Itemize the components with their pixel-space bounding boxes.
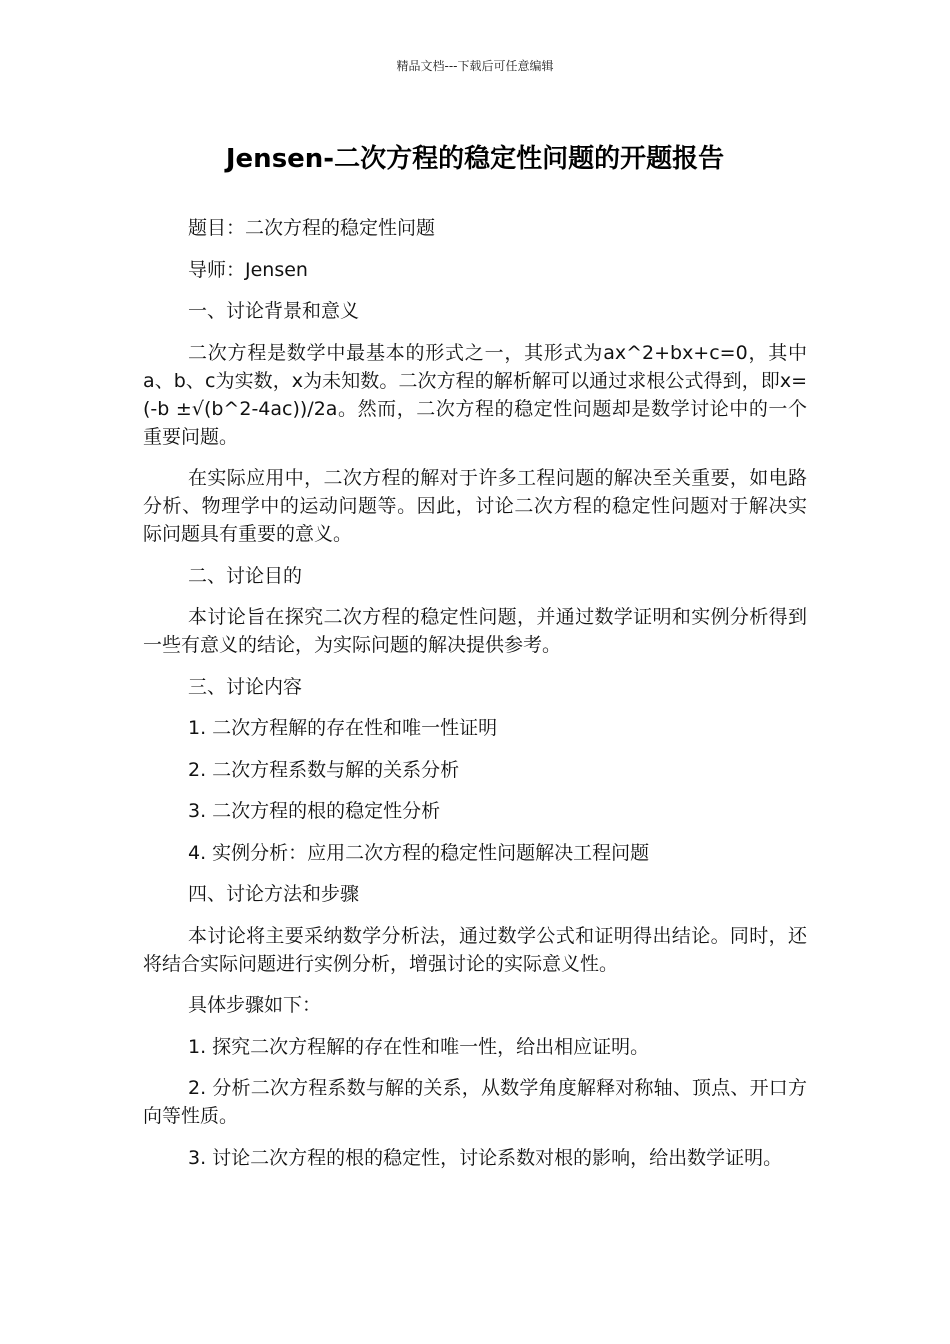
- paragraph-topic: 题目：二次方程的稳定性问题: [188, 217, 436, 239]
- list-item-content-1: 1. 二次方程解的存在性和唯一性证明: [188, 717, 498, 739]
- paragraph-purpose: 本讨论旨在探究二次方程的稳定性问题，并通过数学证明和实例分析得到一些有意义的结论，为实际问题的解决提供参考。: [143, 606, 807, 656]
- list-item-content-3: 3. 二次方程的根的稳定性分析: [188, 800, 441, 822]
- document-body: [143, 214, 807, 1185]
- list-item-step-3: 3. 讨论二次方程的根的稳定性，讨论系数对根的影响，给出数学证明。: [188, 1146, 783, 1169]
- list-item-step-2: 2. 分析二次方程系数与解的关系，从数学角度解释对称轴、顶点、开口方向等性质。: [143, 1077, 807, 1127]
- list-item-step-1: 1. 探究二次方程解的存在性和唯一性，给出相应证明。: [188, 1035, 650, 1058]
- header-note: 精品文档---下载后可任意编辑: [396, 59, 554, 73]
- document-title: Jensen-二次方程的稳定性问题的开题报告: [225, 144, 725, 174]
- section-heading-content: 三、讨论内容: [188, 675, 303, 698]
- section-heading-methods: 四、讨论方法和步骤: [188, 883, 360, 905]
- list-item-content-4: 4. 实例分析：应用二次方程的稳定性问题解决工程问题: [188, 841, 650, 864]
- section-heading-background: 一、讨论背景和意义: [188, 300, 360, 322]
- paragraph-background-2: 在实际应用中，二次方程的解对于许多工程问题的解决至关重要，如电路分析、物理学中的运动问题等。因此，讨论二次方程的稳定性问题对于解决实际问题具有重要的意义。: [143, 467, 807, 545]
- paragraph-background-1: 二次方程是数学中最基本的形式之一，其形式为ax^2+bx+c=0，其中a、b、c为实数，x为未知数。二次方程的解析解可以通过求根公式得到，即x=(-b ±√(b^2-4ac))/2a。然而，二次方程的稳定性问题却是数学讨论中的一个重要问题。: [143, 341, 807, 448]
- paragraph-advisor: 导师：Jensen: [188, 258, 308, 281]
- paragraph-methods: 本讨论将主要采纳数学分析法，通过数学公式和证明得出结论。同时，还将结合实际问题进行实例分析，增强讨论的实际意义性。: [143, 924, 807, 975]
- paragraph-steps-intro: 具体步骤如下：: [188, 994, 322, 1016]
- section-heading-purpose: 二、讨论目的: [188, 564, 303, 587]
- list-item-content-2: 2. 二次方程系数与解的关系分析: [188, 758, 460, 781]
